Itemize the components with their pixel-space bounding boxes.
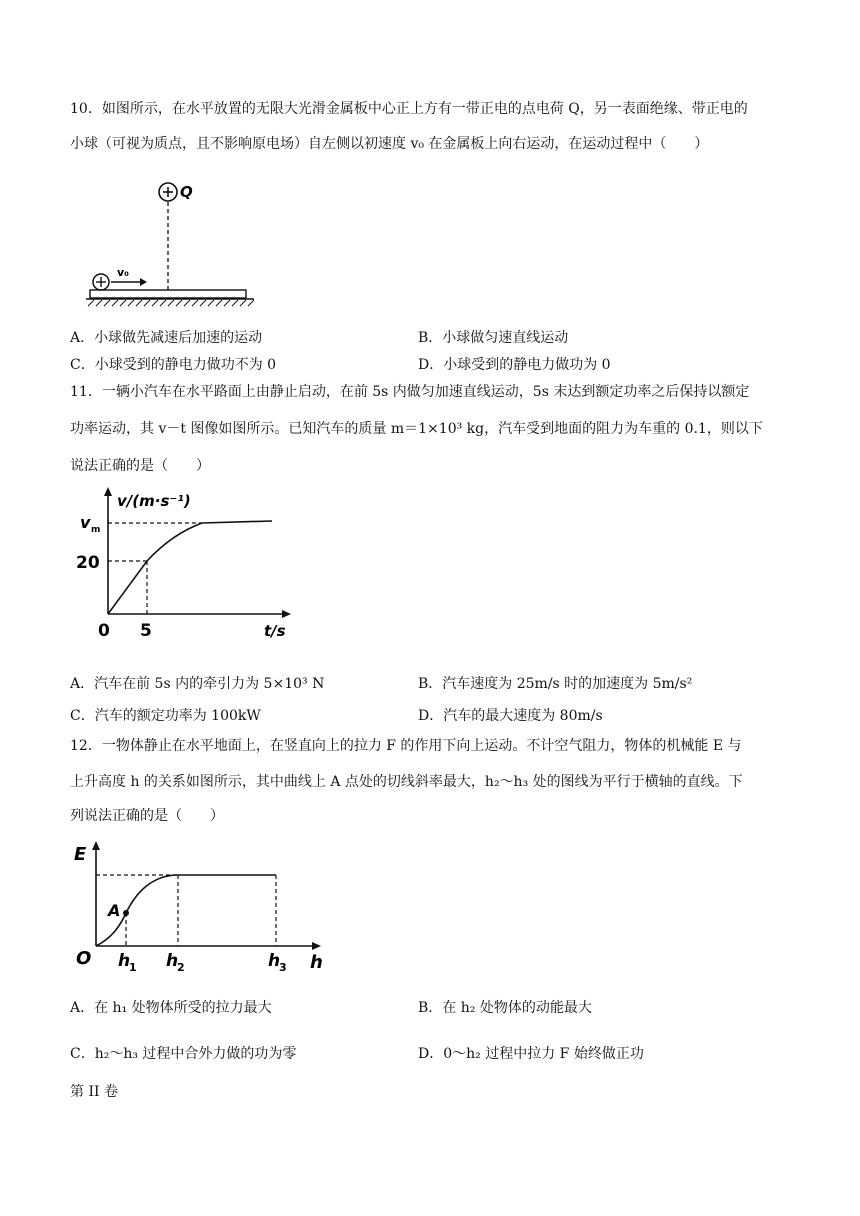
ylabel: v/(m·s⁻¹) <box>117 492 191 510</box>
section-title: 第 II 卷 <box>70 1084 118 1100</box>
q10-option-c[interactable]: C．小球受到的静电力做功不为 0 <box>70 357 277 373</box>
point-a <box>123 910 129 916</box>
q12-line3: 列说法正确的是（ ） <box>70 808 224 824</box>
svg-text:1: 1 <box>129 961 137 974</box>
svg-text:2: 2 <box>177 961 185 974</box>
eh-curve <box>96 875 276 946</box>
q12-line2: 上升高度 h 的关系如图所示，其中曲线上 A 点处的切线斜率最大，h₂～h₃ 处的图线为平行于横轴的直线。下 <box>70 774 743 790</box>
q11-vt-chart <box>72 486 302 644</box>
q10-option-a[interactable]: A．小球做先减速后加速的运动 <box>70 330 263 346</box>
q10-option-d[interactable]: D．小球受到的静电力做功为 0 <box>418 357 611 373</box>
q12-option-c[interactable]: C．h₂～h₃ 过程中合外力做的功为零 <box>70 1046 297 1062</box>
vt-curve <box>108 521 272 614</box>
svg-text:m: m <box>91 525 101 535</box>
q12-option-a[interactable]: A．在 h₁ 处物体所受的拉力最大 <box>70 1000 272 1016</box>
svg-text:3: 3 <box>279 961 287 974</box>
q11-option-a[interactable]: A．汽车在前 5s 内的牵引力为 5×10³ N <box>70 676 325 692</box>
velocity-label: v₀ <box>117 266 129 279</box>
q12-option-d[interactable]: D．0～h₂ 过程中拉力 F 始终做正功 <box>418 1046 644 1062</box>
q10-line2: 小球（可视为质点，且不影响原电场）自左侧以初速度 v₀ 在金属板上向右运动，在运动过程中（ ） <box>70 136 709 152</box>
q11-option-c[interactable]: C．汽车的额定功率为 100kW <box>70 708 261 724</box>
q10-figure <box>84 176 259 312</box>
q12-eh-chart <box>72 838 334 980</box>
svg-text:h: h <box>268 951 281 971</box>
ylabel: E <box>74 844 87 865</box>
svg-text:h: h <box>118 951 131 971</box>
ytick-20: 20 <box>76 553 100 573</box>
xtick-0: 0 <box>98 621 110 641</box>
xlabel: t/s <box>264 622 286 640</box>
q10-option-b[interactable]: B．小球做匀速直线运动 <box>418 330 569 346</box>
xlabel: h <box>310 952 323 973</box>
origin-label: O <box>76 948 92 969</box>
svg-text:v: v <box>80 513 91 532</box>
q10-line1: 10．如图所示，在水平放置的无限大光滑金属板中心正上方有一带正电的点电荷 Q，另一表面绝缘、带正电的 <box>70 101 748 117</box>
xtick-5: 5 <box>140 621 152 641</box>
q12-line1: 12．一物体静止在水平地面上，在竖直向上的拉力 F 的作用下向上运动。不计空气阻力，物体的机械能 E 与 <box>70 738 742 754</box>
charge-label: Q <box>180 183 193 201</box>
svg-text:h: h <box>166 951 179 971</box>
q11-line2: 功率运动，其 v－t 图像如图所示。已知汽车的质量 m＝1×10³ kg，汽车受到地面的阻力为车重的 0.1，则以下 <box>70 421 763 437</box>
metal-plate <box>90 290 246 298</box>
q11-option-b[interactable]: B．汽车速度为 25m/s 时的加速度为 5m/s² <box>418 676 693 692</box>
q11-option-d[interactable]: D．汽车的最大速度为 80m/s <box>418 708 603 724</box>
q12-option-b[interactable]: B．在 h₂ 处物体的动能最大 <box>418 1000 592 1016</box>
q11-line3: 说法正确的是（ ） <box>70 458 210 474</box>
q11-line1: 11．一辆小汽车在水平路面上由静止启动，在前 5s 内做匀加速直线运动，5s 末达到额定功率之后保持以额定 <box>70 384 750 400</box>
point-a-label: A <box>108 901 121 920</box>
